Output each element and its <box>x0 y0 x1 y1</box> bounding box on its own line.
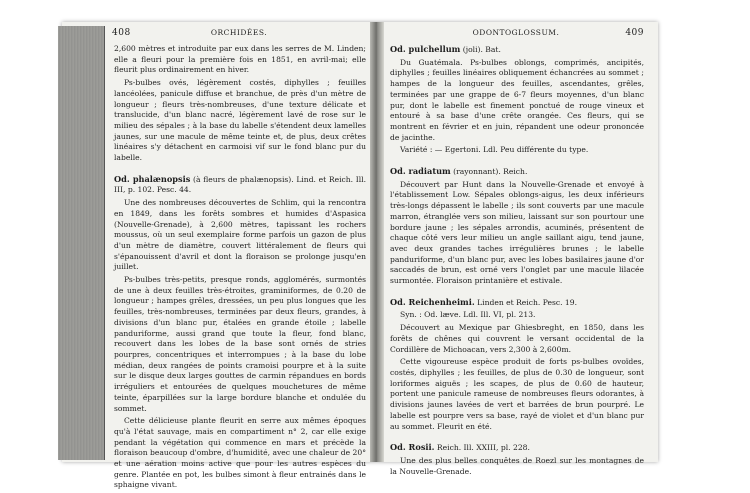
page-edge <box>58 26 105 460</box>
paragraph-text: (à fleurs de phalænopsis). Lind. et Reich. Ill. III, p. 102. Pesc. 44. <box>114 174 366 195</box>
paragraph-text: Une des plus belles conquêtes de Roezl sur les montagnes de la Nouvelle-Grenade. <box>390 455 644 476</box>
paragraph <box>390 145 644 156</box>
paragraph <box>390 310 644 321</box>
species-name: Od. pulchellum <box>390 44 461 54</box>
paragraph <box>390 323 644 355</box>
paragraph-text: Reich. Ill. XXIII, pl. 228. <box>434 443 530 453</box>
paragraph-text: 2,600 mètres et introduite par eux dans les serres de M. Linden; elle a fleuri pour la première fois en 1851, en avril-mai; elle fleurit plus ordinairement en hiver. <box>114 44 366 75</box>
species-entry <box>390 44 644 56</box>
right-page-number: 409 <box>625 28 644 38</box>
paragraph-text: Variété : — Egertoni. Ldl. Peu différente du type. <box>400 145 589 155</box>
right-page-text <box>390 44 644 479</box>
left-page-number: 408 <box>112 28 131 38</box>
paragraph-text: Ps-bulbes ovés, légèrement costés, diphylles ; feuilles lancéolées, panicule diffuse et branchue, de près d'un mètre de longueur ; fleurs très-nombreuses, d'une texture délicate et translucide, d'un blanc nacré, légèrement lavé de rose sur le milieu des sépales ; à la base du labelle s'étendent deux lamelles jaunes, sur une macule de même teinte et, de plus, deux crêtes linéaires s'y détachent en carmoisi vif sur le fond blanc pur du labelle. <box>114 78 366 163</box>
paragraph-text: Linden et Reich. Pesc. 19. <box>474 297 578 307</box>
paragraph-text: Découvert par Hunt dans la Nouvelle-Grenade et envoyé à l'établissement Low. Sépales oblongs-aigus, les deux inférieurs très-longs dépassent le labelle ; ils sont couverts par une macule marron, étranglée vers son milieu, laissant sur son pourtour une bordure jaune ; les sépales arrondis, acuminés, présentent de chaque côté vers leur milieu un angle saillant aigu, tend jaune, avec deux grandes taches irrégulières brunes ; le labelle panduriforme, d'un blanc pur, avec les lobes basilaires jaune d'or saccadés de brun, est orné vers l'onglet par une macule lilacée surmontée. Floraison printanière et estivale. <box>390 179 644 286</box>
paragraph <box>390 58 644 144</box>
paragraph-text: Cette délicieuse plante fleurit en serre aux mêmes époques qu'à l'état sauvage, mais en compartiment n° 2, car elle exige pendant la végétation qui commence en mars et précède la floraison beaucoup d'ombre, d'humidité, avec une chaleur de 20° et une aération moins active que pour les autres espèces du genre. Plantée en pot, les bulbes simont à fleur entrainés dans le sphaigne vivant. <box>114 416 366 490</box>
paragraph-text: Découvert au Mexique par Ghiesbreght, en 1850, dans les forêts de chênes qui couvrent le versant occidental de la Cordillère de Michoacan, vers 2,300 à 2,600m. <box>390 323 644 354</box>
paragraph-text: Du Guatémala. Ps-bulbes oblongs, comprimés, ancipités, diphylles ; feuilles linéaires obliquement échancrées au sommet ; hampes de la longueur des feuilles, ascendantes, grêles, terminées par une grappe de 6-7 fleurs moyennes, d'un blanc pur, dont le labelle est finement ponctué de rouge vineux et entouré à sa base d'une crête orangée. Ces fleurs, qui se montrent en février et en juin, répandent une odeur prononcée de jacinthe. <box>390 57 644 142</box>
species-entry <box>390 297 644 309</box>
paragraph <box>390 180 644 287</box>
species-entry <box>390 166 644 178</box>
paragraph <box>114 78 366 164</box>
species-entry <box>114 174 366 196</box>
paragraph-text: Ps-bulbes très-petits, presque ronds, agglomérés, surmontés de une à deux feuilles très-étroites, graminiformes, de 0.20 de longueur ; hampes grêles, dressées, un peu plus longues que les feuilles, très-nombreuses, terminées par deux fleurs, grandes, à divisions d'un blanc pur, étalées en grande étoile ; labelle panduriforme, aussi grand que toute la fleur, fond blanc, recouvert dans les lobes de la base sont ornés de stries pourpres, concentriques et interrompues ; à la base du lobe médian, deux rangées de points cramoisi pourpre et à la suite sur le disque deux larges gouttes de carmin répandues en bords irréguliers et entourées de quelques mouchetures de même teinte, éparpillées sur la large bordure blanche et ondulée du sommet. <box>114 275 366 413</box>
paragraph-text: Une des nombreuses découvertes de Schlim, qui la rencontra en 1849, dans les forêts sombres et humides d'Aspasica (Nouvelle-Grenade), à 2,600 mètres, tapissant les rochers moussus, où un seul exemplaire forme parfois un gazon de plus d'un mètre de diamètre, couvert littéralement de fleurs qui s'épanouissent d'avril et dont la floraison se prolonge jusqu'en juillet. <box>114 198 366 272</box>
paragraph <box>390 357 644 432</box>
species-name: Od. phalænopsis <box>114 173 191 184</box>
right-header <box>380 28 652 40</box>
paragraph <box>114 198 366 273</box>
left-running-head: ORCHIDÉES. <box>210 28 268 37</box>
left-header <box>104 28 374 40</box>
paragraph <box>114 416 366 491</box>
species-name: Od. radiatum <box>390 166 451 177</box>
paragraph <box>390 456 644 477</box>
right-running-head: ODONTOGLOSSUM. <box>472 28 560 37</box>
paragraph-text: (rayonnant). Reich. <box>450 167 528 177</box>
right-page <box>380 22 652 476</box>
paragraph <box>114 44 366 76</box>
species-name: Od. Reichenheimi. <box>390 296 475 307</box>
paragraph-text: Cette vigoureuse espèce produit de forts ps-bulbes ovoïdes, costés, diphylles ; les feuilles, de plus de 0.30 de longueur, sont loriformes aiguës ; les scapes, de plus de 0.60 de hauteur, portent une panicule rameuse de nombreuses fleurs odorantes, à divisions jaunes lavées de vert et barrées de brun pourpré. Le labelle est pourpre vers sa base, rayé de violet et d'un blanc pur au sommet. Fleurit en été. <box>390 357 644 431</box>
paragraph <box>114 275 366 414</box>
paragraph-text: (joli). Bat. <box>460 45 501 54</box>
species-name: Od. Rosii. <box>390 442 435 453</box>
left-page-text <box>114 44 366 493</box>
paragraph-text: Syn. : Od. læve. Ldl. Ill. VI, pl. 213. <box>400 310 536 320</box>
species-entry <box>390 442 644 454</box>
left-page <box>104 22 374 490</box>
